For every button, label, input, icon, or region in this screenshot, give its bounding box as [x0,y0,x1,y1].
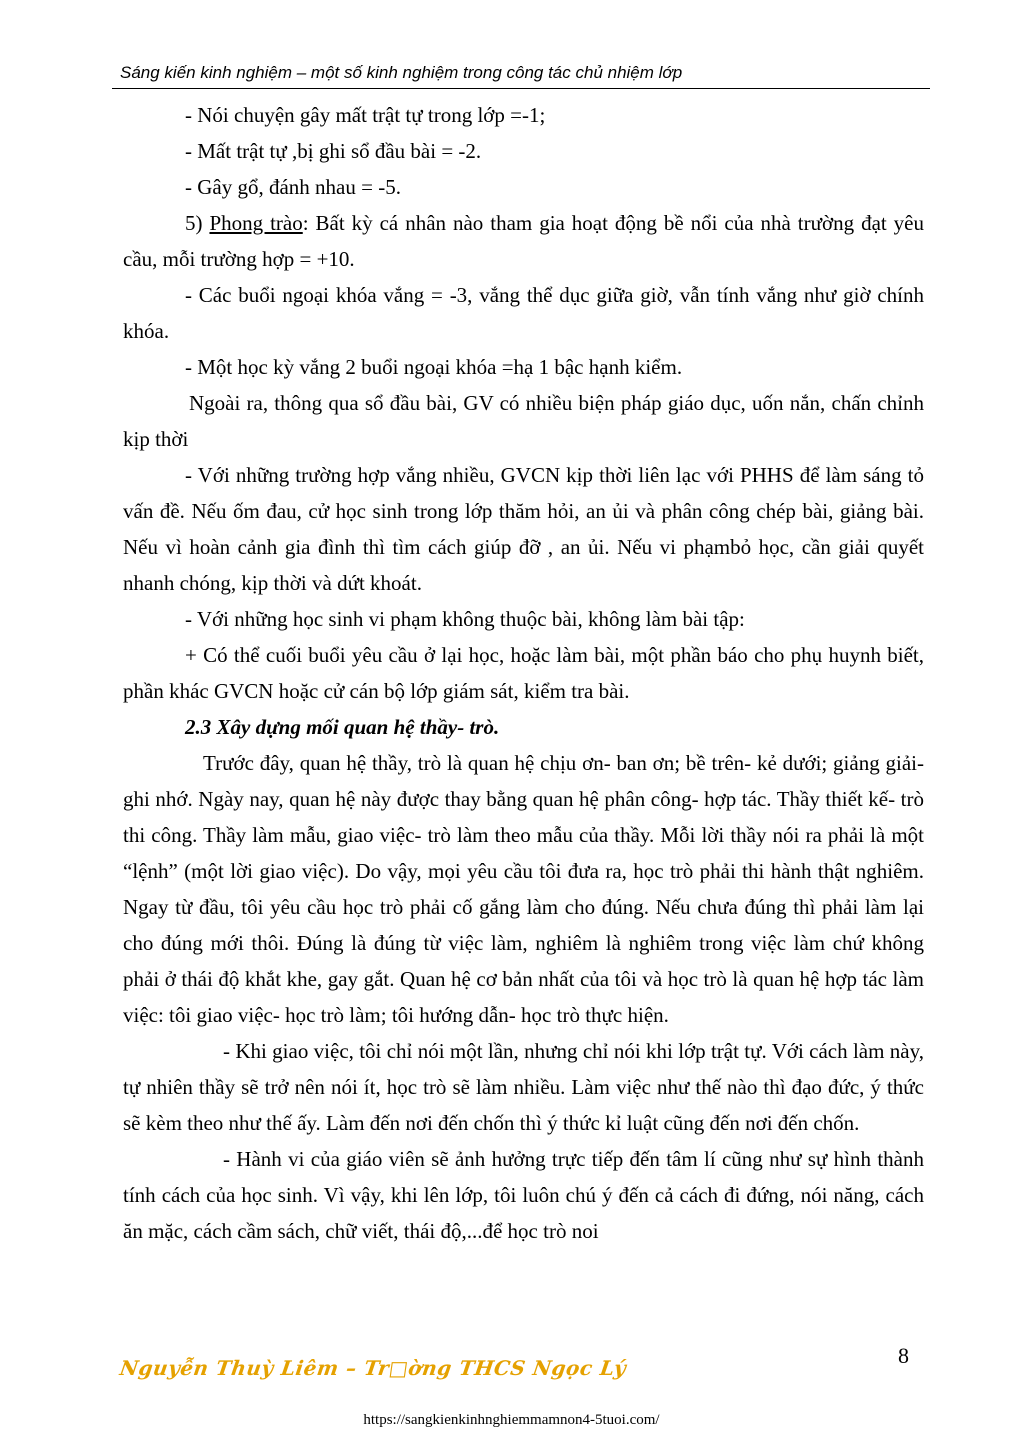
paragraph-text: : Bất kỳ cá nhân nào tham gia hoạt động bề nổi của nhà trường đạt yêu cầu, mỗi trường hợp = +10. [123,211,925,271]
paragraph: - Gây gổ, đánh nhau = -5. [185,175,401,199]
paragraph: Ngoài ra, thông qua sổ đầu bài, GV có nhiều biện pháp giáo dục, uốn nắn, chấn chỉnh kịp thời [123,391,924,451]
page-header: Sáng kiến kinh nghiệm – một số kinh nghiệm trong công tác chủ nhiệm lớp [120,63,683,82]
author-signature: Nguyễn Thuỳ Liêm – Tr□ờng THCS Ngọc Lý [118,1356,628,1380]
paragraph: - Một học kỳ vắng 2 buổi ngoại khóa =hạ 1 bậc hạnh kiểm. [185,355,683,379]
item-number: 5) [185,211,210,235]
paragraph-phong-trao [123,205,924,277]
paragraph: Trước đây, quan hệ thầy, trò là quan hệ chịu ơn- ban ơn; bề trên- kẻ dưới; giảng giải- ghi nhớ. Ngày nay, quan hệ này được thay bằng quan hệ phân công- hợp tác. Thầy thiết kế- trò thi công. Thầy làm mẫu, giao việc- trò làm theo mẫu của thầy. Mỗi lời thầy nói ra phải là một “lệnh” (một lời giao việc). Do vậy, mọi yêu cầu tôi đưa ra, học trò phải thi hành thật nghiêm. Ngay từ đầu, tôi yêu cầu học trò phải cố gắng làm cho đúng. Nếu chưa đúng thì phải làm lại cho đúng mới thôi. Đúng là đúng từ việc làm, nghiêm là nghiêm trong việc làm chứ không phải ở thái độ khắt khe, gay gắt. Quan hệ cơ bản nhất của tôi và học trò là quan hệ hợp tác làm việc: tôi giao việc- học trò làm; tôi hướng dẫn- học trò thực hiện. [123,751,924,1027]
paragraph: - Với những học sinh vi phạm không thuộc bài, không làm bài tập: [185,607,745,631]
page-number: 8 [898,1343,909,1368]
paragraph: - Khi giao việc, tôi chỉ nói một lần, nhưng chỉ nói khi lớp trật tự. Với cách làm này, tự nhiên thầy sẽ trở nên nói ít, học trò sẽ làm nhiều. Làm việc như thế nào thì đạo đức, ý thức sẽ kèm theo như thế ấy. Làm đến nơi đến chốn thì ý thức kỉ luật cũng đến nơi đến chốn. [123,1039,924,1135]
footer-url: https://sangkienkinhnghiemmamnon4-5tuoi.com/ [363,1412,660,1428]
underlined-term: Phong trào [209,211,303,235]
header-divider [112,88,930,89]
paragraph: - Với những trường hợp vắng nhiều, GVCN kịp thời liên lạc với PHHS để làm sáng tỏ vấn đề. Nếu ốm đau, cử học sinh trong lớp thăm hỏi, an ủi và phân công chép bài, giảng bài. Nếu vì hoàn cảnh gia đình thì tìm cách giúp đỡ , an ủi. Nếu vi phạmbỏ học, cần giải quyết nhanh chóng, kịp thời và dứt khoát. [123,463,924,595]
section-heading: 2.3 Xây dựng mối quan hệ thầy- trò. [185,715,500,739]
paragraph: - Nói chuyện gây mất trật tự trong lớp =-1; [185,103,546,127]
paragraph: - Hành vi của giáo viên sẽ ảnh hưởng trực tiếp đến tâm lí cũng như sự hình thành tính cách của học sinh. Vì vậy, khi lên lớp, tôi luôn chú ý đến cả cách đi đứng, nói năng, cách ăn mặc, cách cầm sách, chữ viết, thái độ,...để học trò noi [123,1147,924,1243]
paragraph: - Các buổi ngoại khóa vắng = -3, vắng thể dục giữa giờ, vẫn tính vắng như giờ chính khóa. [123,283,924,343]
paragraph: + Có thể cuối buổi yêu cầu ở lại học, hoặc làm bài, một phần báo cho phụ huynh biết, phần khác GVCN hoặc cử cán bộ lớp giám sát, kiểm tra bài. [123,643,924,703]
document-body [123,97,924,1249]
paragraph: - Mất trật tự ,bị ghi sổ đầu bài = -2. [185,139,482,163]
